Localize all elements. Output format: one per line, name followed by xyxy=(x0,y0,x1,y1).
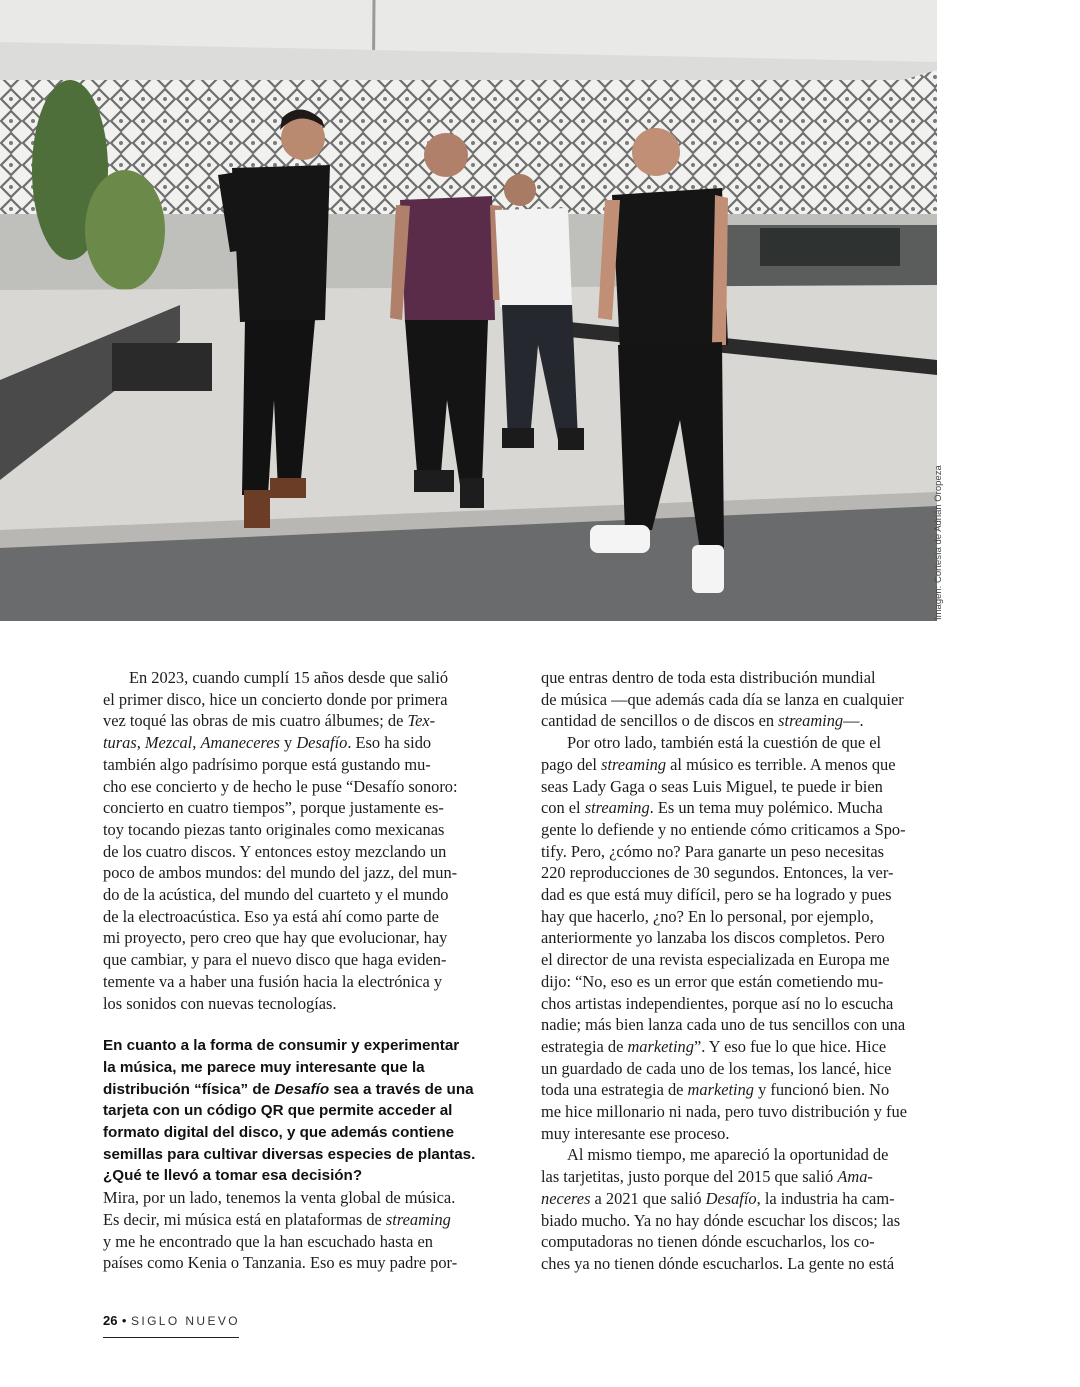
interview-question-line xyxy=(103,1079,498,1101)
italic-text: streaming xyxy=(385,1209,451,1229)
italic-text: marketing xyxy=(627,1036,694,1056)
text-run: y me he encontrado que la han escuchado hasta en xyxy=(103,1231,433,1251)
text-run: dad es que está muy difícil, pero se ha logrado y pues xyxy=(541,885,892,905)
text-run: gente lo defiende y no entiende cómo criticamos a Spo- xyxy=(541,819,906,839)
text-run: a 2021 que salió xyxy=(590,1188,706,1208)
text-run: . Es un tema muy polémico. Mucha xyxy=(649,798,883,818)
text-run: biado mucho. Ya no hay dónde escuchar los discos; las xyxy=(541,1210,901,1230)
body-text-line xyxy=(103,819,498,841)
footer-separator: • xyxy=(121,1313,127,1328)
text-run: nadie; más bien lanza cada uno de tus sencillos con una xyxy=(541,1015,906,1035)
text-run: —. xyxy=(843,711,864,731)
body-text-line xyxy=(103,1252,498,1274)
body-text-line xyxy=(541,993,936,1015)
body-text-line xyxy=(541,906,936,928)
interview-question-line xyxy=(103,1057,498,1079)
body-text-line xyxy=(541,1058,936,1080)
text-run: toy tocando piezas tanto originales como mexicanas xyxy=(103,819,445,839)
body-text-line xyxy=(541,927,936,949)
body-text-line xyxy=(541,1014,936,1036)
body-text-line xyxy=(103,797,498,819)
text-run: las tarjetitas, justo porque del 2015 que salió xyxy=(541,1167,838,1187)
body-text-line xyxy=(541,884,936,906)
body-text-line xyxy=(541,1231,936,1253)
text-run: de los cuatro discos. Y entonces estoy mezclando un xyxy=(103,841,447,861)
text-run: ”. Y eso fue lo que hice. Hice xyxy=(693,1036,887,1056)
body-text-line xyxy=(541,667,936,689)
text-run: cho ese concierto y de hecho le puse “Desafío sonoro: xyxy=(103,776,458,796)
photo-credit: Imagen: Cortesía de Adrián Oropeza xyxy=(933,465,944,620)
body-text-line xyxy=(103,689,498,711)
page-footer xyxy=(103,1312,240,1330)
text-run: seas Lady Gaga o seas Luis Miguel, te puede ir bien xyxy=(541,776,883,796)
text-run: cantidad de sencillos o de discos en xyxy=(541,711,779,731)
text-run: sea a través de una xyxy=(329,1080,474,1098)
text-run: estrategia de xyxy=(541,1036,628,1056)
text-run: muy interesante ese proceso. xyxy=(541,1123,730,1143)
body-text-line xyxy=(541,689,936,711)
text-run: y xyxy=(279,733,297,753)
text-run: el director de una revista especializada en Europa me xyxy=(541,950,890,970)
body-text-line xyxy=(541,776,936,798)
italic-text: streaming xyxy=(778,711,844,731)
text-run: Mira, por un lado, tenemos la venta global de música. xyxy=(103,1188,456,1208)
text-run: ches ya no tienen dónde escucharlos. La gente no está xyxy=(541,1253,895,1273)
body-text-line xyxy=(103,667,498,689)
body-text-line xyxy=(103,993,498,1015)
body-text-line xyxy=(541,754,936,776)
text-run: y funcionó bien. No xyxy=(754,1080,890,1100)
text-run: temente va a haber una fusión hacia la electrónica y xyxy=(103,971,443,991)
text-run: que entras dentro de toda esta distribución mundial xyxy=(541,668,876,687)
paragraph-gap xyxy=(103,1014,498,1035)
text-run: , xyxy=(136,733,145,753)
text-run: distribución “física” de xyxy=(103,1080,275,1098)
interview-question-line xyxy=(103,1144,498,1166)
body-text-line xyxy=(541,1166,936,1188)
text-run: al músico es terrible. A menos que xyxy=(666,754,896,774)
text-run: Al mismo tiempo, me apareció la oportunidad de xyxy=(567,1145,889,1165)
text-run: 220 reproducciones de 30 segundos. Entonces, la ver- xyxy=(541,863,894,883)
text-run: ¿Qué te llevó a tomar esa decisión? xyxy=(103,1167,363,1185)
interview-question-line xyxy=(103,1165,498,1187)
italic-text: Amaneceres xyxy=(200,733,280,753)
body-text-line xyxy=(541,819,936,841)
body-text-line xyxy=(541,841,936,863)
text-run: semillas para cultivar diversas especies de plantas. xyxy=(103,1145,476,1163)
interview-question-line xyxy=(103,1035,498,1057)
text-run: un guardado de cada uno de los temas, los lancé, hice xyxy=(541,1058,892,1078)
band-photo xyxy=(0,0,937,621)
body-text-line xyxy=(103,1187,498,1209)
italic-text: Mezcal xyxy=(144,733,193,753)
body-text-line xyxy=(541,1101,936,1123)
interview-question-line xyxy=(103,1100,498,1122)
text-run: do de la acústica, del mundo del cuarteto y el mundo xyxy=(103,885,449,905)
text-run: pago del xyxy=(541,754,602,774)
text-run: poco de ambos mundos: del mundo del jazz, del mun- xyxy=(103,863,458,883)
body-text-line xyxy=(103,841,498,863)
italic-text: Desafío xyxy=(274,1080,330,1098)
text-run: toda una estrategia de xyxy=(541,1080,688,1100)
text-run: anteriormente yo lanzaba los discos completos. Pero xyxy=(541,928,885,948)
body-text-line xyxy=(541,710,936,732)
italic-text: marketing xyxy=(687,1080,755,1100)
body-text-line xyxy=(103,710,498,732)
text-run: el primer disco, hice un concierto donde por primera xyxy=(103,689,448,709)
text-run: chos artistas independientes, porque así no lo escucha xyxy=(541,993,894,1013)
text-run: concierto en cuatro tiempos”, porque justamente es- xyxy=(103,798,444,818)
body-text-line xyxy=(103,927,498,949)
text-run: dijo: “No, eso es un error que están cometiendo mu- xyxy=(541,971,884,991)
text-run: que cambiar, y para el nuevo disco que haga eviden- xyxy=(103,950,447,970)
body-text-line xyxy=(541,1079,936,1101)
body-text-line xyxy=(103,906,498,928)
body-text-line xyxy=(541,732,936,754)
body-text-line xyxy=(541,797,936,819)
magazine-name: SIGLO NUEVO xyxy=(130,1314,241,1328)
body-text-line xyxy=(541,1123,936,1145)
article-column-left xyxy=(103,667,498,1274)
text-run: , xyxy=(192,733,201,753)
body-text-line xyxy=(541,862,936,884)
body-text-line xyxy=(541,1144,936,1166)
text-run: hay que hacerlo, ¿no? En lo personal, por ejemplo, xyxy=(541,906,874,926)
body-text-line xyxy=(103,884,498,906)
body-text-line xyxy=(541,1036,936,1058)
body-text-line xyxy=(103,732,498,754)
text-run: países como Kenia o Tanzania. Eso es muy padre por- xyxy=(103,1253,458,1273)
text-run: tarjeta con un código QR que permite acceder al xyxy=(103,1102,453,1120)
body-text-line xyxy=(103,971,498,993)
footer-rule xyxy=(103,1337,239,1338)
italic-text: streaming xyxy=(584,798,650,818)
italic-text: streaming xyxy=(601,754,667,774)
body-text-line xyxy=(103,776,498,798)
body-text-line xyxy=(541,1210,936,1232)
text-run: tify. Pero, ¿cómo no? Para ganarte un peso necesitas xyxy=(541,841,885,861)
body-text-line xyxy=(103,862,498,884)
text-run: los sonidos con nuevas tecnologías. xyxy=(103,993,337,1013)
text-run: . Eso ha sido xyxy=(347,733,432,753)
text-run: Es decir, mi música está en plataformas de xyxy=(103,1209,386,1229)
body-text-line xyxy=(103,754,498,776)
interview-question-line xyxy=(103,1122,498,1144)
body-text-line xyxy=(103,1231,498,1253)
text-run: también algo padrísimo porque está gustando mu- xyxy=(103,754,431,774)
body-text-line xyxy=(103,1209,498,1231)
italic-text: Tex- xyxy=(407,711,436,731)
text-run: mi proyecto, pero creo que hay que evolucionar, hay xyxy=(103,928,448,948)
text-run: En cuanto a la forma de consumir y experimentar xyxy=(103,1037,460,1055)
italic-text: Ama- xyxy=(837,1167,873,1187)
text-run: de la electroacústica. Eso ya está ahí como parte de xyxy=(103,906,439,926)
body-text-line xyxy=(541,1188,936,1210)
body-text-line xyxy=(541,971,936,993)
text-run: En 2023, cuando cumplí 15 años desde que salió xyxy=(129,668,449,687)
text-run: Por otro lado, también está la cuestión de que el xyxy=(567,733,882,753)
text-run: me hice millonario ni nada, pero tuvo distribución y fue xyxy=(541,1102,907,1122)
italic-text: Desafío xyxy=(705,1188,757,1208)
italic-text: neceres xyxy=(541,1188,591,1208)
italic-text: turas xyxy=(103,733,137,753)
page-number: 26 xyxy=(103,1313,118,1328)
text-run: formato digital del disco, y que además contiene xyxy=(103,1124,455,1142)
text-run: con el xyxy=(541,798,585,818)
italic-text: Desafío xyxy=(296,733,348,753)
body-text-line xyxy=(541,1253,936,1275)
text-run: computadoras no tienen dónde escucharlos, los co- xyxy=(541,1232,875,1252)
text-run: vez toqué las obras de mis cuatro álbumes; de xyxy=(103,711,408,731)
text-run: de música —que además cada día se lanza en cualquier xyxy=(541,689,904,709)
text-run: la música, me parece muy interesante que la xyxy=(103,1058,425,1076)
article-column-right xyxy=(541,667,936,1275)
text-run: , la industria ha cam- xyxy=(756,1188,895,1208)
body-text-line xyxy=(103,949,498,971)
body-text-line xyxy=(541,949,936,971)
